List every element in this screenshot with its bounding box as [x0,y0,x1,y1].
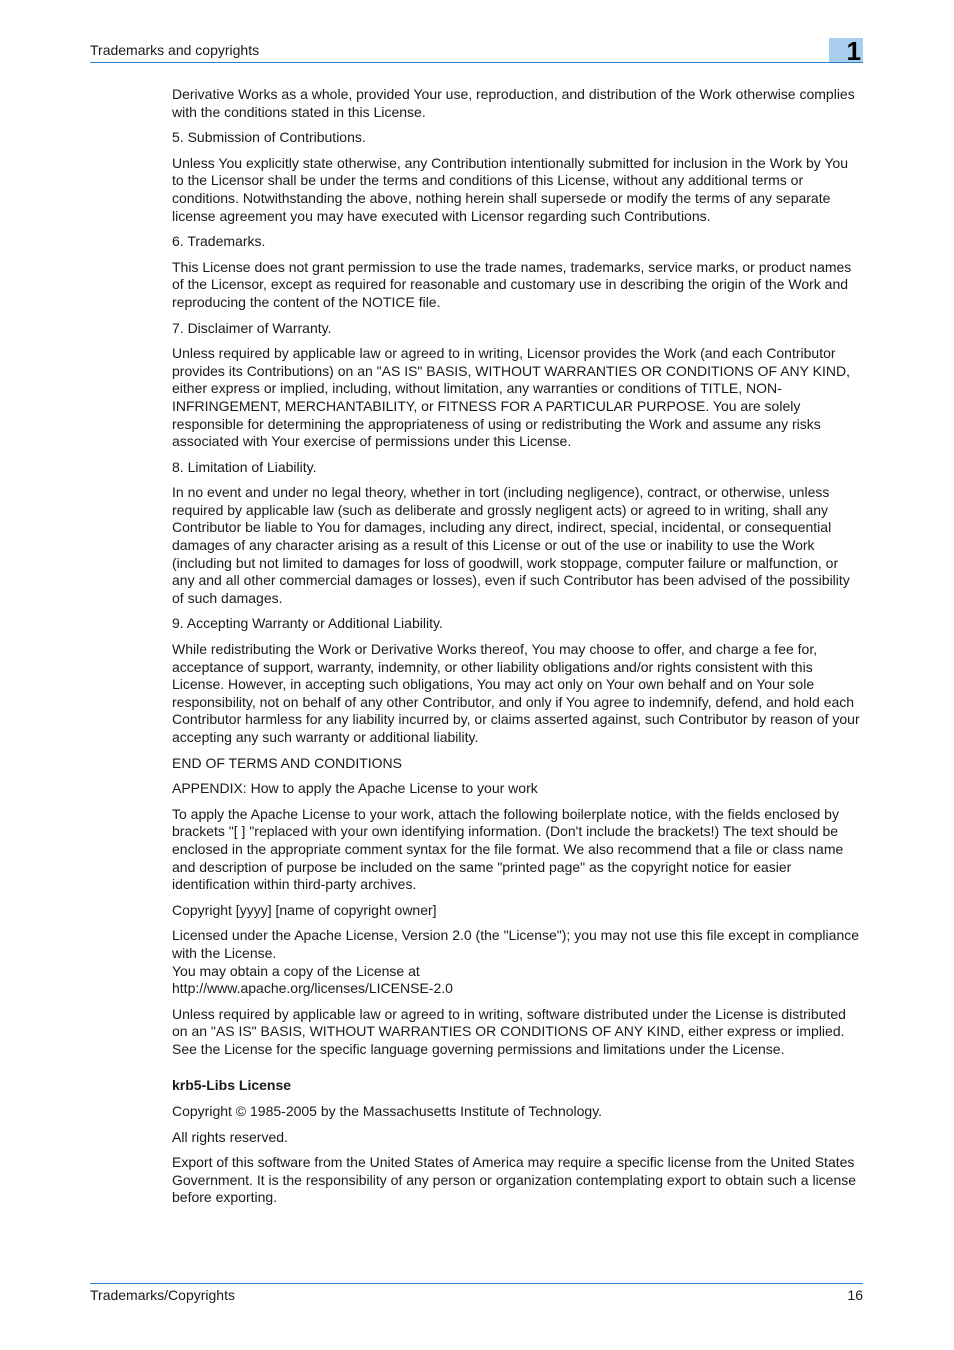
section-item: 7. Disclaimer of Warranty. [172,319,332,336]
paragraph: While redistributing the Work or Derivative Works thereof, You may choose to offer, and charge a fee for, acceptance of support, warranty, indemnity, or other liability obligations and/or rights consistent with this License. However, in accepting such obligations, You may act only on Your own behalf and on Your sole responsibility, not on behalf of any other Contributor, and only if You agree to indemnify, defend, and hold each Contributor harmless for any liability incurred by, or claims asserted against, such Contributor by reason of your accepting any such warranty or additional liability. [172,641,860,745]
paragraph: APPENDIX: How to apply the Apache License to your work [172,780,538,797]
paragraph: All rights reserved. [172,1128,288,1145]
paragraph: Unless required by applicable law or agreed to in writing, Licensor provides the Work (and each Contributor provides its Contributions) on an "AS IS" BASIS, WITHOUT WARRANTIES OR CONDITIONS OF ANY KIND, either express or implied, including, without limitation, any warranties or conditions of TITLE, NON-INFRINGEMENT, MERCHANTABILITY, or FITNESS FOR A PARTICULAR PURPOSE. You are solely responsible for determining the appropriateness of using or redistributing the Work and assume any risks associated with Your exercise of permissions under this License. [172,345,850,450]
paragraph: Copyright [yyyy] [name of copyright owner] [172,901,437,918]
section-item: 5. Submission of Contributions. [172,129,366,146]
footer-title: Trademarks/Copyrights [90,1287,235,1303]
license-url: http://www.apache.org/licenses/LICENSE-2.0 [172,980,453,997]
paragraph: In no event and under no legal theory, whether in tort (including negligence), contract, or otherwise, unless required by applicable law (such as deliberate and grossly negligent acts) or agreed to in writing, shall any Contributor be liable to You for damages, including any direct, indirect, special, incidental, or consequential damages of any character arising as a result of this License or out of the use or inability to use the Work (including but not limited to damages for loss of goodwill, work stoppage, computer failure or malfunction, or any and all other commercial damages or losses), even if such Contributor has been advised of the possibility of such damages. [172,484,850,606]
section-heading: krb5-Libs License [172,1076,292,1093]
license-notice [172,927,862,997]
chapter-number: 1 [846,36,861,66]
license-notice-line: Licensed under the Apache License, Version 2.0 (the "License"); you may not use this file except in compliance with the License. [172,927,860,961]
paragraph: Unless You explicitly state otherwise, any Contribution intentionally submitted for inclusion in the Work by You to the Licensor shall be under the terms and conditions of this License, without any additional terms or conditions. Notwithstanding the above, nothing herein shall supersede or modify the terms of any separate license agreement you may have executed with Licensor regarding such Contributions. [172,154,849,224]
page-header [90,36,863,66]
paragraph: Unless required by applicable law or agreed to in writing, software distributed under the License is distributed on an "AS IS" BASIS, WITHOUT WARRANTIES OR CONDITIONS OF ANY KIND, either express or implied. See the License for the specific language governing permissions and limitations under the License. [172,1005,846,1057]
section-item: 8. Limitation of Liability. [172,458,317,475]
header-title: Trademarks and copyrights [90,42,260,58]
section-item: 6. Trademarks. [172,233,266,250]
paragraph: Copyright © 1985-2005 by the Massachusetts Institute of Technology. [172,1103,603,1120]
paragraph: This License does not grant permission to use the trade names, trademarks, service marks, or product names of the Licensor, except as required for reasonable and customary use in describing the origin of the Work and reproducing the content of the NOTICE file. [172,258,852,310]
page-footer [90,1283,863,1306]
paragraph: Derivative Works as a whole, provided Your use, reproduction, and distribution of the Work otherwise complies with the conditions stated in this License. [172,86,855,120]
page-content [172,86,862,1215]
page-number: 16 [847,1287,863,1303]
license-notice-line: You may obtain a copy of the License at [172,962,420,979]
section-item: 9. Accepting Warranty or Additional Liability. [172,615,443,632]
paragraph: Export of this software from the United States of America may require a specific license from the United States Government. It is the responsibility of any person or organization contemplating export to obtain such a license before exporting. [172,1154,857,1206]
chapter-badge [829,36,863,66]
paragraph: END OF TERMS AND CONDITIONS [172,754,402,771]
paragraph: To apply the Apache License to your work, attach the following boilerplate notice, with the fields enclosed by brackets "[ ] "replaced with your own identifying information. (Don't include the brackets!) The text should be enclosed in the appropriate comment syntax for the file format. We also recommend that a file or class name and description of purpose be included on the same "printed page" as the copyright notice for easier identification within third-party archives. [172,805,844,893]
